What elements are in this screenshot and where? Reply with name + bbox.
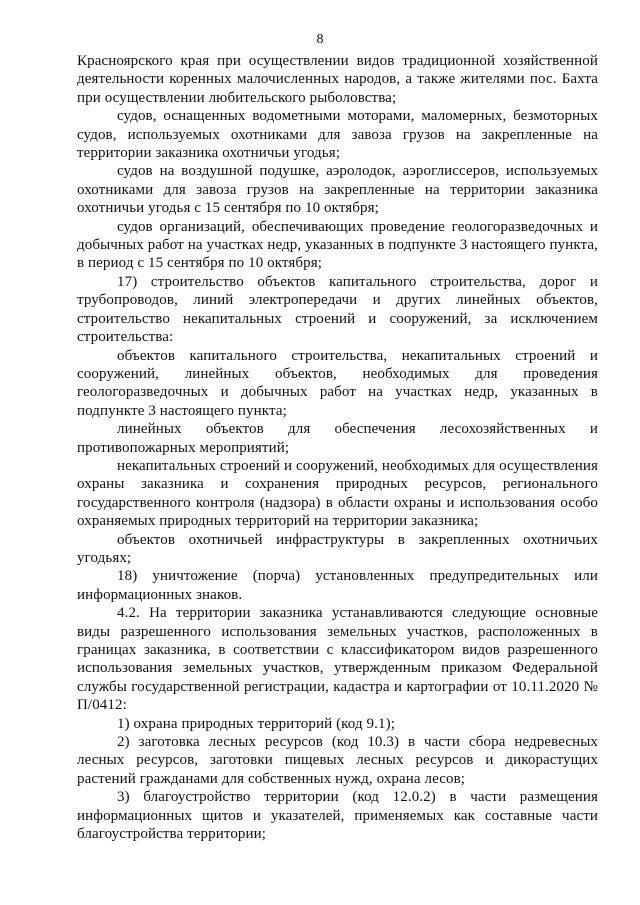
paragraph-capital-objects: объектов капитального строительства, некапитальных строений и сооружений, линейных объектов, необходимых для проведения геологоразведочных и добычных работ на участках недр, указанных в подпункте 3 настоящего пункта;	[77, 347, 598, 419]
paragraph-boats-water-jet: судов, оснащенных водометными моторами, маломерных, безмоторных судов, используемых охотниками для завоза грузов на закрепленные на территории заказника охотничьи угодья;	[77, 108, 598, 162]
paragraph-item-18: 18) уничтожение (порча) установленных предупредительных или информационных знаков.	[77, 568, 598, 603]
page-number: 8	[316, 32, 324, 47]
list-item-2: 2) заготовка лесных ресурсов (код 10.3) в части сбора недревесных лесных ресурсов, заготовки пищевых лесных ресурсов и дикорастущих растений гражданами для собственных нужд, охрана лесов;	[77, 734, 598, 787]
document-body	[77, 52, 598, 843]
paragraph-hovercraft: судов на воздушной подушке, аэролодок, аэроглиссеров, используемых охотниками для завоза грузов на закрепленные на территории заказника охотничьи угодья с 15 сентября по 10 октября;	[77, 163, 598, 217]
paragraph-hunting-infrastructure: объектов охотничьей инфраструктуры в закрепленных охотничьих угодьях;	[77, 531, 598, 566]
paragraph-item-17: 17) строительство объектов капитального строительства, дорог и трубопроводов, линий электропередачи и других линейных объектов, строительство некапитальных строений и сооружений, за исключением строительства:	[77, 273, 598, 346]
paragraph-organization-boats: судов организаций, обеспечивающих проведение геологоразведочных и добычных работ на участках недр, указанных в подпункте 3 настоящего пункта, в период с 15 сентября по 10 октября;	[77, 218, 598, 272]
list-item-1: 1) охрана природных территорий (код 9.1);	[117, 715, 395, 732]
list-item-3: 3) благоустройство территории (код 12.0.2) в части размещения информационных щитов и указателей, применяемых как составные части благоустройства территории;	[77, 789, 598, 843]
paragraph-linear-objects: линейных объектов для обеспечения лесохозяйственных и противопожарных мероприятий;	[77, 421, 598, 456]
paragraph-non-capital-structures: некапитальных строений и сооружений, необходимых для осуществления охраны заказника и сохранения природных ресурсов, регионального государственного контроля (надзора) в области охраны и использования особо охраняемых природных территорий на территории заказника;	[77, 457, 598, 530]
paragraph-section-4-2: 4.2. На территории заказника устанавливаются следующие основные виды разрешенного использования земельных участков, расположенных в границах заказника, в соответствии с классификатором видов разрешенного использования земельных участков, утвержденным приказом Федеральной службы государственной регистрации, кадастра и картографии от 10.11.2020 № П/0412:	[77, 605, 598, 714]
paragraph-continuation: Красноярского края при осуществлении видов традиционной хозяйственной деятельности коренных малочисленных народов, а также жителями пос. Бахта при осуществлении любительского рыболовства;	[77, 53, 598, 106]
